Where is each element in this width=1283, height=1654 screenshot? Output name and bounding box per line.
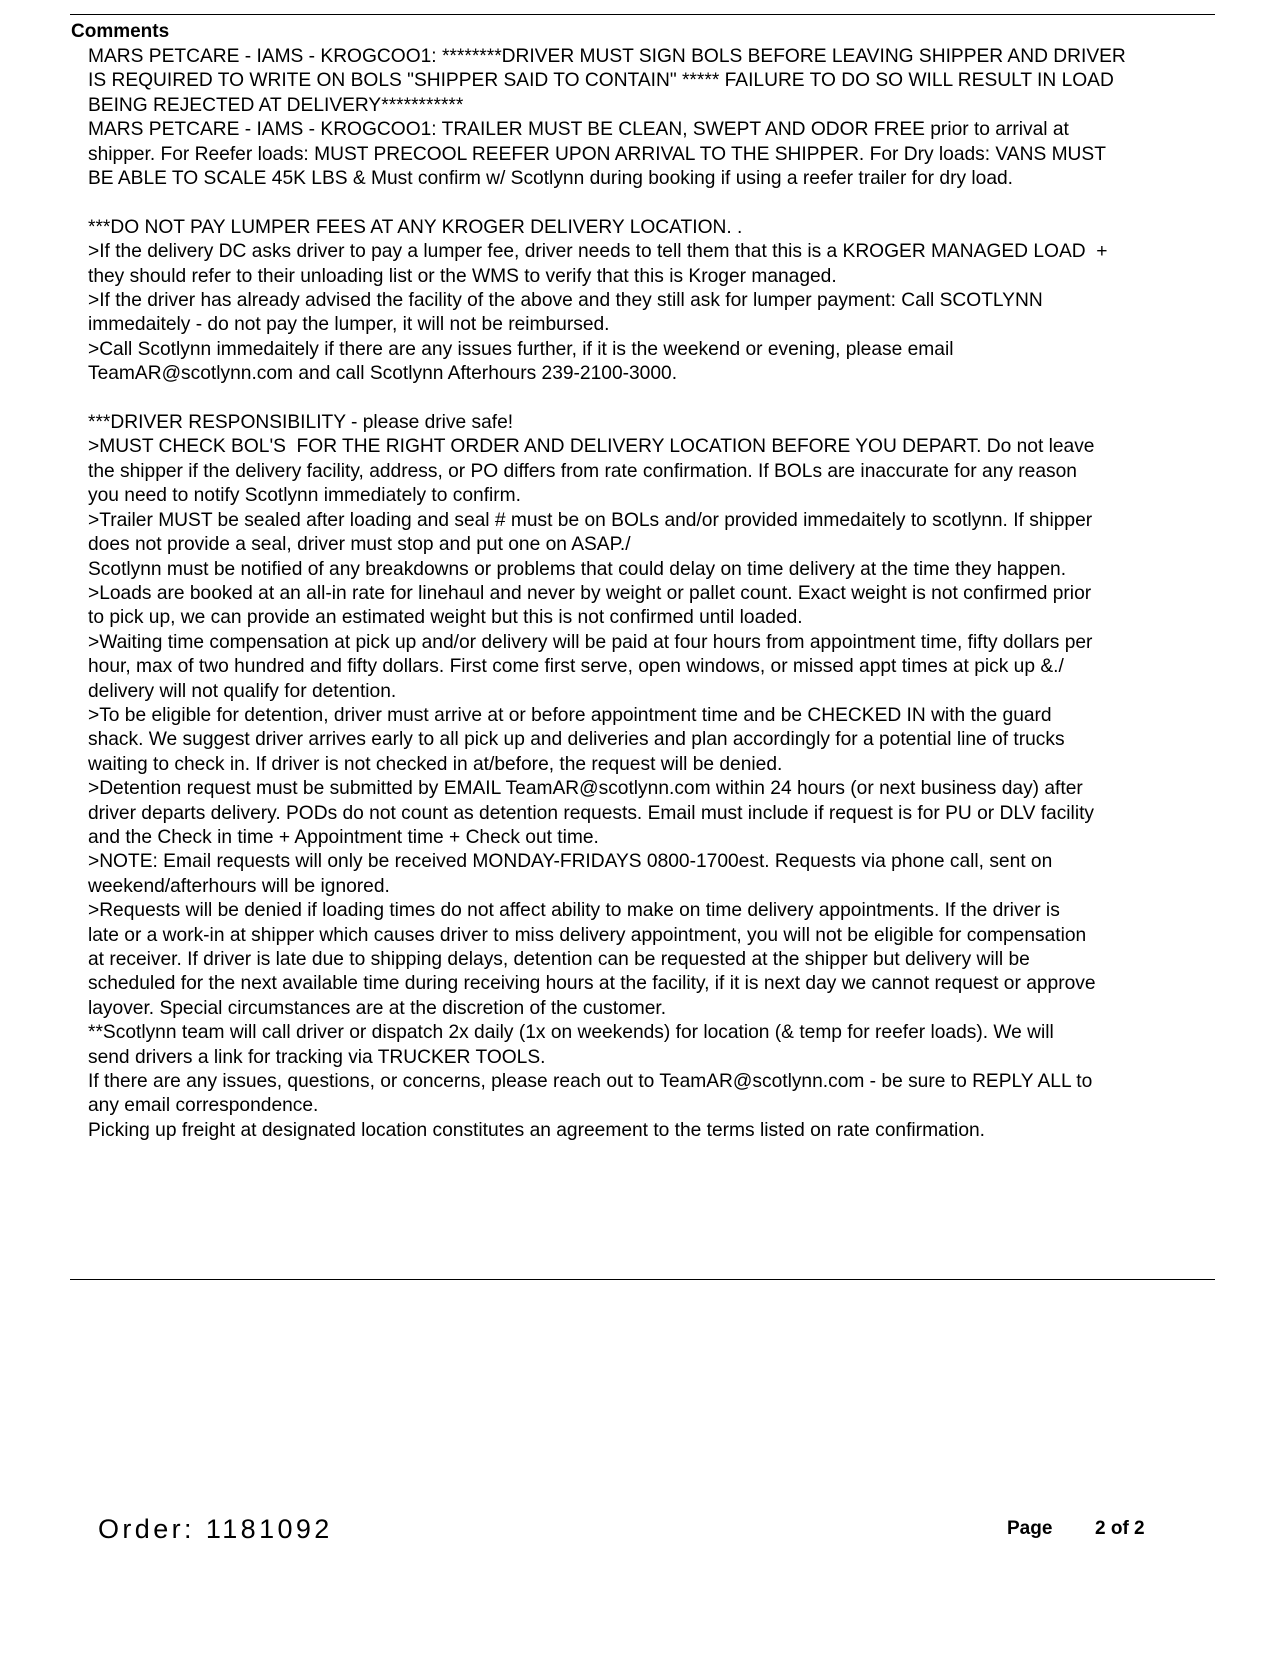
top-divider bbox=[70, 14, 1215, 15]
comment-line: >Waiting time compensation at pick up and/or delivery will be paid at four hours from appointment time, fifty dollars per bbox=[88, 631, 1093, 653]
order-number: Order: 1181092 bbox=[98, 1514, 333, 1544]
comment-line: send drivers a link for tracking via TRUCKER TOOLS. bbox=[88, 1046, 546, 1068]
comment-line: >To be eligible for detention, driver must arrive at or before appointment time and be CHECKED IN with the guard bbox=[88, 704, 1052, 726]
comment-line: at receiver. If driver is late due to shipping delays, detention can be requested at the shipper but delivery will be bbox=[88, 949, 1030, 970]
comment-line: any email correspondence. bbox=[88, 1095, 319, 1117]
comment-line: weekend/afterhours will be ignored. bbox=[88, 875, 390, 897]
comment-line: >Trailer MUST be sealed after loading and seal # must be on BOLs and/or provided immedaitely to scotlynn. If shipper bbox=[88, 509, 1093, 531]
comment-line: >Call Scotlynn immedaitely if there are any issues further, if it is the weekend or evening, please email bbox=[88, 338, 954, 360]
comment-line: ***DO NOT PAY LUMPER FEES AT ANY KROGER DELIVERY LOCATION. . bbox=[88, 216, 743, 238]
comment-line: the shipper if the delivery facility, address, or PO differs from rate confirmation. If BOLs are inaccurate for any reason bbox=[88, 460, 1077, 482]
comment-line: hour, max of two hundred and fifty dollars. First come first serve, open windows, or missed appt times at pick up &./ bbox=[88, 656, 1064, 678]
comment-lines bbox=[88, 45, 1228, 1143]
comment-line: shipper. For Reefer loads: MUST PRECOOL REEFER UPON ARRIVAL TO THE SHIPPER. For Dry loads: VANS MUST bbox=[88, 143, 1106, 165]
comment-line: to pick up, we can provide an estimated weight but this is not confirmed until loaded. bbox=[88, 607, 803, 629]
comment-line: they should refer to their unloading list or the WMS to verify that this is Kroger managed. bbox=[88, 265, 837, 287]
comment-line: Picking up freight at designated location constitutes an agreement to the terms listed on rate confirmation. bbox=[88, 1119, 985, 1141]
comment-line: BE ABLE TO SCALE 45K LBS & Must confirm w/ Scotlynn during booking if using a reefer trailer for dry load. bbox=[88, 168, 1013, 190]
comment-line: MARS PETCARE - IAMS - KROGCOO1: ********DRIVER MUST SIGN BOLS BEFORE LEAVING SHIPPER AND DRIVER bbox=[88, 46, 1126, 67]
comment-line: layover. Special circumstances are at the discretion of the customer. bbox=[88, 997, 667, 1019]
comment-line: >MUST CHECK BOL'S FOR THE RIGHT ORDER AND DELIVERY LOCATION BEFORE YOU DEPART. Do not leave bbox=[88, 436, 1095, 458]
comment-line: does not provide a seal, driver must stop and put one on ASAP./ bbox=[88, 534, 631, 556]
comment-line: >If the driver has already advised the facility of the above and they still ask for lumper payment: Call SCOTLYNN bbox=[88, 290, 1043, 312]
comment-line: IS REQUIRED TO WRITE ON BOLS "SHIPPER SAID TO CONTAIN" ***** FAILURE TO DO SO WILL RESULT IN LOAD bbox=[88, 70, 1114, 92]
comment-line: >Requests will be denied if loading times do not affect ability to make on time delivery appointments. If the driver is bbox=[88, 900, 1060, 922]
comment-line: waiting to check in. If driver is not checked in at/before, the request will be denied. bbox=[88, 753, 783, 775]
comment-line: MARS PETCARE - IAMS - KROGCOO1: TRAILER MUST BE CLEAN, SWEPT AND ODOR FREE prior to arrival at bbox=[88, 119, 1069, 141]
comment-line: ***DRIVER RESPONSIBILITY - please drive safe! bbox=[88, 412, 514, 434]
comment-line: late or a work-in at shipper which causes driver to miss delivery appointment, you will not be eligible for compensation bbox=[88, 924, 1087, 946]
comment-line: you need to notify Scotlynn immediately to confirm. bbox=[88, 485, 521, 507]
comments-heading: Comments bbox=[71, 21, 170, 42]
comment-line: >If the delivery DC asks driver to pay a lumper fee, driver needs to tell them that this is a KROGER MANAGED LOAD + bbox=[88, 241, 1108, 263]
comment-line: driver departs delivery. PODs do not count as detention requests. Email must include if request is for PU or DLV facility bbox=[88, 802, 1095, 824]
comment-line: delivery will not qualify for detention. bbox=[88, 680, 397, 702]
comment-line: immedaitely - do not pay the lumper, it will not be reimbursed. bbox=[88, 314, 610, 336]
comment-line: and the Check in time + Appointment time + Check out time. bbox=[88, 826, 599, 848]
comment-line: shack. We suggest driver arrives early to all pick up and deliveries and plan accordingly for a potential line of trucks bbox=[88, 729, 1065, 751]
page-number: 2 of 2 bbox=[1095, 1518, 1145, 1539]
comments-body bbox=[88, 45, 1228, 1143]
page-label: Page bbox=[1007, 1518, 1053, 1539]
comment-line: If there are any issues, questions, or concerns, please reach out to TeamAR@scotlynn.com - be sure to REPLY ALL to bbox=[88, 1071, 1093, 1093]
comment-line: BEING REJECTED AT DELIVERY*********** bbox=[88, 94, 464, 116]
comment-line: >NOTE: Email requests will only be received MONDAY-FRIDAYS 0800-1700est. Requests via phone call, sent on bbox=[88, 851, 1053, 873]
comment-line: >Detention request must be submitted by EMAIL TeamAR@scotlynn.com within 24 hours (or next business day) after bbox=[88, 778, 1083, 800]
comment-line: TeamAR@scotlynn.com and call Scotlynn Afterhours 239-2100-3000. bbox=[88, 363, 678, 385]
comment-line: **Scotlynn team will call driver or dispatch 2x daily (1x on weekends) for location (& temp for reefer loads). We will bbox=[88, 1022, 1054, 1044]
comment-line: scheduled for the next available time during receiving hours at the facility, if it is next day we cannot request or approve bbox=[88, 973, 1096, 995]
comment-blank-line bbox=[88, 387, 1228, 411]
comment-blank-line bbox=[88, 191, 1228, 215]
comment-line: >Loads are booked at an all-in rate for linehaul and never by weight or pallet count. Exact weight is not confirmed prior bbox=[88, 582, 1092, 604]
bottom-divider bbox=[70, 1279, 1215, 1280]
comment-line: Scotlynn must be notified of any breakdowns or problems that could delay on time delivery at the time they happen. bbox=[88, 558, 1067, 580]
